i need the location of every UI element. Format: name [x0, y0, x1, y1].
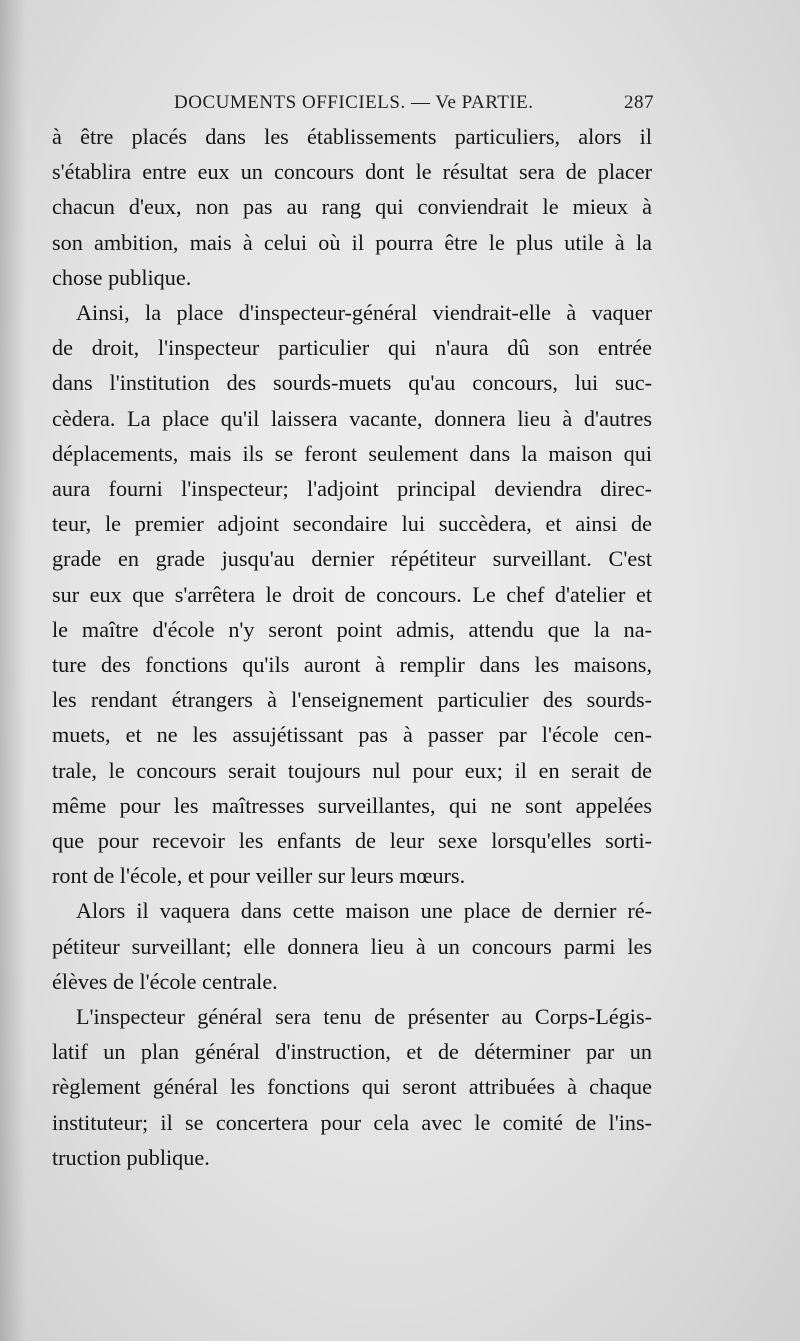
- text-line: instituteur; il se concertera pour cela avec le comité de l'ins-: [52, 1109, 652, 1135]
- text-line: à être placés dans les établissements particuliers, alors il: [52, 124, 652, 149]
- text-line: règlement général les fonctions qui seront attribuées à chaque: [52, 1074, 652, 1100]
- text-line: ture des fonctions qu'ils auront à remplir dans les maisons,: [52, 652, 652, 678]
- paragraph-4: [52, 999, 652, 1175]
- text-line: sur eux que s'arrêtera le droit de concours. Le chef d'atelier et: [52, 581, 652, 607]
- text-line: que pour recevoir les enfants de leur sexe lorsqu'elles sorti-: [52, 828, 652, 854]
- text-line: L'inspecteur général sera tenu de présenter au Corps-Légis-: [76, 1004, 652, 1030]
- text-line: son ambition, mais à celui où il pourra être le plus utile à la: [52, 229, 652, 255]
- text-line: les rendant étrangers à l'enseignement particulier des sourds-: [52, 687, 652, 713]
- text-line: grade en grade jusqu'au dernier répétiteur surveillant. C'est: [52, 546, 652, 572]
- text-line: teur, le premier adjoint secondaire lui succèdera, et ainsi de: [52, 511, 652, 537]
- text-line: s'établira entre eux un concours dont le résultat sera de placer: [52, 159, 652, 185]
- text-line: ront de l'école, et pour veiller sur leurs mœurs.: [52, 863, 466, 889]
- text-line: chacun d'eux, non pas au rang qui conviendrait le mieux à: [52, 194, 652, 220]
- text-line: déplacements, mais ils se feront seulement dans la maison qui: [52, 440, 652, 466]
- text-line: Ainsi, la place d'inspecteur-général viendrait-elle à vaquer: [76, 300, 652, 326]
- text-line: élèves de l'école centrale.: [52, 968, 278, 994]
- text-line: trale, le concours serait toujours nul pour eux; il en serait de: [52, 757, 652, 783]
- text-line: latif un plan général d'instruction, et de déterminer par un: [52, 1039, 652, 1065]
- text-line: muets, et ne les assujétissant pas à passer par l'école cen-: [52, 722, 652, 748]
- body-text: [52, 119, 652, 1175]
- text-line: de droit, l'inspecteur particulier qui n'aura dû son entrée: [52, 335, 652, 361]
- text-line: le maître d'école n'y seront point admis, attendu que la na-: [52, 616, 652, 642]
- text-line: cèdera. La place qu'il laissera vacante, donnera lieu à d'autres: [52, 405, 652, 431]
- paragraph-1: [52, 119, 652, 295]
- text-line: aura fourni l'inspecteur; l'adjoint principal deviendra direc-: [52, 476, 652, 502]
- paragraph-2: [52, 295, 652, 893]
- page-header: [174, 92, 654, 120]
- page-number: 287: [624, 92, 654, 113]
- text-line: dans l'institution des sourds-muets qu'au concours, lui suc-: [52, 370, 652, 396]
- text-line: pétiteur surveillant; elle donnera lieu à un concours parmi les: [52, 933, 652, 959]
- text-line: Alors il vaquera dans cette maison une place de dernier ré-: [76, 898, 652, 924]
- gutter-shadow: [0, 0, 26, 1341]
- text-line: chose publique.: [52, 264, 192, 290]
- text-line: même pour les maîtresses surveillantes, qui ne sont appelées: [52, 792, 652, 818]
- paragraph-3: [52, 893, 652, 999]
- text-line: truction publique.: [52, 1144, 210, 1170]
- running-title: DOCUMENTS OFFICIELS. — Ve PARTIE.: [174, 92, 534, 113]
